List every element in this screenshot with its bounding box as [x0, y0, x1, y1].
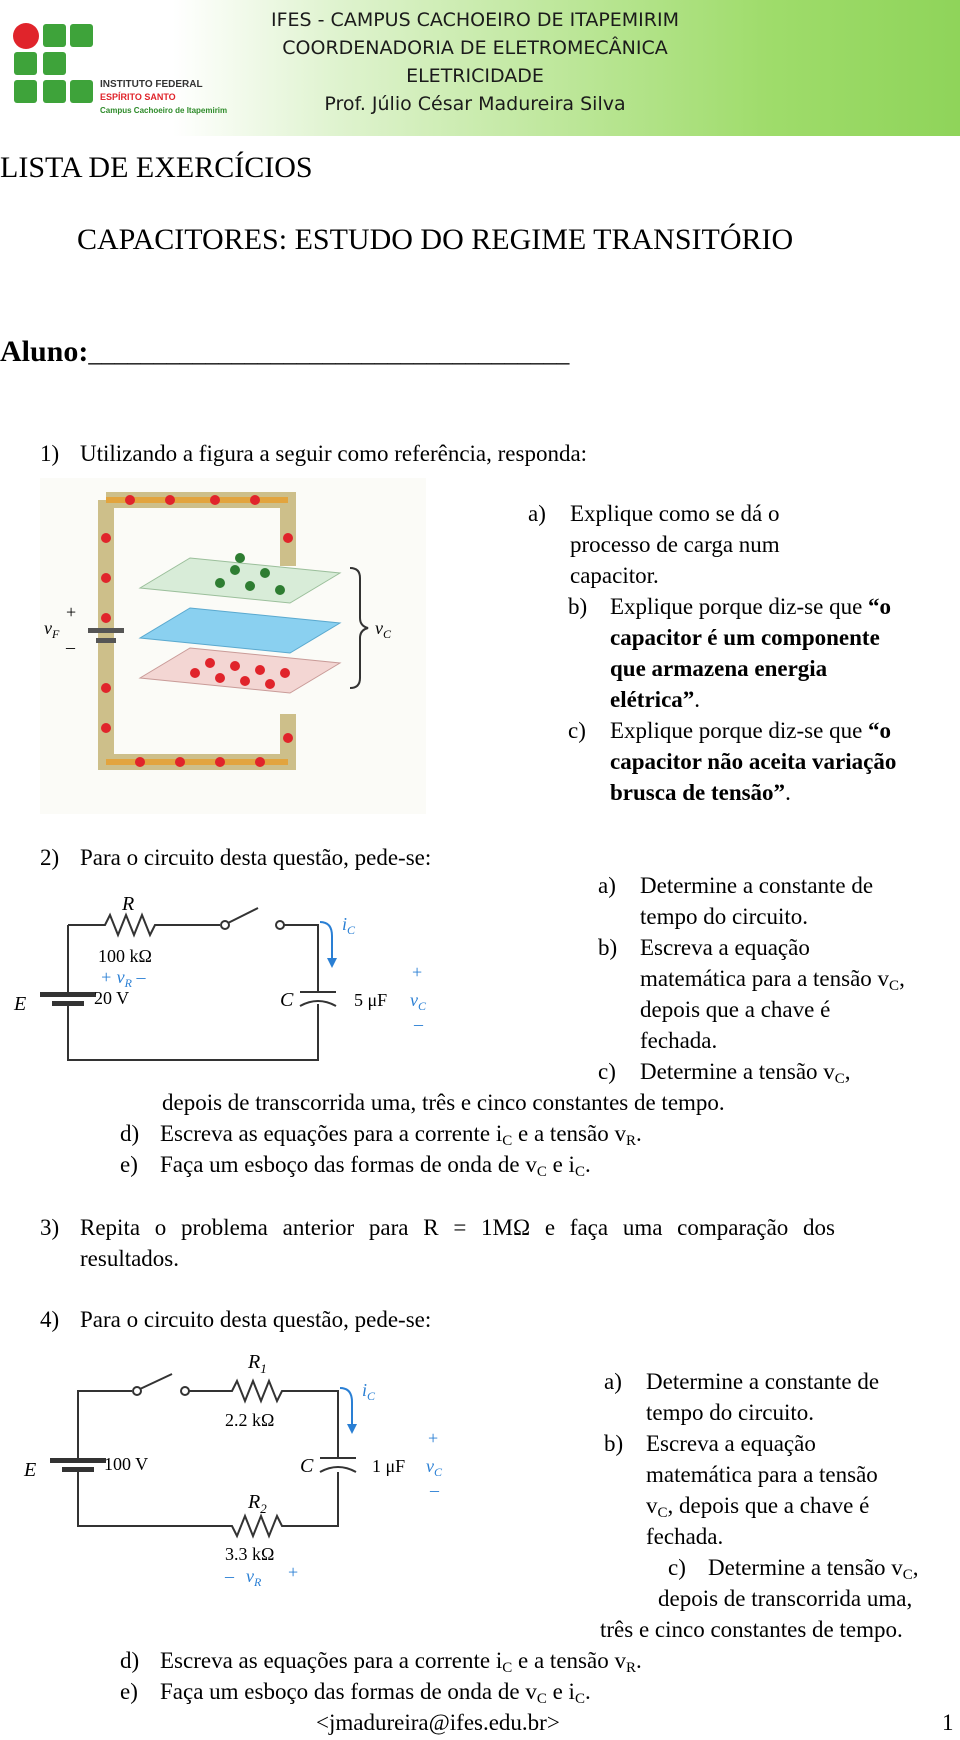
q2-number: 2) — [40, 845, 60, 870]
q1-a-line-1: Explique como se dá o — [570, 501, 780, 526]
q1-b-bold-4: elétrica” — [610, 687, 695, 712]
q2-c-continuation: depois de transcorrida uma, três e cinco constantes de tempo. — [162, 1090, 725, 1115]
q4-b-line-5: fechada. — [646, 1524, 724, 1549]
q2-d-text2: e a tensão v — [512, 1121, 626, 1146]
q2-b-label: b) — [598, 935, 618, 960]
q4-d-sub2: R — [625, 1660, 636, 1676]
q2-a-label: a) — [598, 873, 616, 898]
q2-b-sub: C — [889, 978, 900, 994]
header-line-2: COORDENADORIA DE ELETROMECÂNICA — [282, 37, 668, 59]
q4-circuit-r2-val: 3.3 kΩ — [225, 1544, 275, 1564]
q2-item-d — [120, 1118, 642, 1149]
q4-text: Para o circuito desta questão, pede-se: — [80, 1307, 432, 1332]
q2-b-line-1: Escreva a equação — [640, 935, 810, 960]
q2-circuit-e-val: 20 V — [94, 988, 130, 1008]
q4-number: 4) — [40, 1307, 60, 1332]
q2-d-text1: Escreva as equações para a corrente i — [160, 1121, 503, 1146]
q1-c-prefix: Explique porque diz-se que — [610, 718, 869, 743]
q2-c-text: Determine a tensão v — [640, 1059, 835, 1084]
q1-b-prefix: Explique porque diz-se que — [610, 594, 869, 619]
q2-item-c — [598, 1056, 851, 1087]
institution-line-3: Campus Cachoeiro de Itapemirim — [100, 106, 228, 115]
q2-b-after: , — [899, 966, 905, 991]
q4-b-line-1: Escreva a equação — [646, 1431, 816, 1456]
q1-a-label: a) — [528, 501, 546, 526]
institution-logo — [12, 22, 98, 114]
q2-item-a — [598, 870, 874, 932]
q4-circuit-vr-plus: + — [288, 1562, 299, 1582]
q2-b-line-2: matemática para a tensão v — [640, 966, 890, 991]
q4-e-label: e) — [120, 1679, 138, 1704]
q4-b-label: b) — [604, 1431, 624, 1456]
main-title: CAPACITORES: ESTUDO DO REGIME TRANSITÓRIO — [77, 223, 794, 256]
q1-item-b — [568, 591, 892, 715]
student-label: Aluno: — [0, 335, 89, 368]
q2-c-sub: C — [834, 1071, 845, 1087]
fig-vf-label: $v_F$ — [44, 618, 60, 641]
q4-circuit-plus: + — [428, 1428, 439, 1448]
q1-item-a — [528, 498, 780, 591]
q4-c-continuation-2: três e cinco constantes de tempo. — [600, 1617, 903, 1642]
q4-e-after: . — [584, 1679, 591, 1704]
q2-circuit-c: C — [280, 989, 294, 1011]
q4-c-sub: C — [902, 1567, 913, 1583]
q4-circuit-r1: $R_1$ — [248, 1351, 267, 1376]
q2-d-label: d) — [120, 1121, 140, 1146]
q4-d-text1: Escreva as equações para a corrente i — [160, 1648, 503, 1673]
q2-a-line-1: Determine a constante de — [640, 873, 874, 898]
student-line[interactable]: _____________________________________ — [88, 338, 570, 367]
q3-line-2: resultados. — [80, 1246, 180, 1271]
q1-c-bold-2: capacitor não aceita variação — [610, 749, 897, 774]
q2-b-line-4: fechada. — [640, 1028, 718, 1053]
q4-c-label: c) — [668, 1555, 686, 1580]
q2-item-b — [598, 932, 905, 1056]
q4-e-sub2: C — [574, 1691, 585, 1707]
q2-d-after: . — [635, 1121, 642, 1146]
q1-c-bold-1: “o — [868, 718, 892, 743]
student-field — [0, 334, 569, 371]
q1-item-c — [568, 715, 897, 808]
q1-number: 1) — [40, 441, 60, 466]
rc-circuit-q2 — [10, 880, 450, 1070]
q2-circuit-e: E — [14, 993, 27, 1015]
q4-d-after: . — [635, 1648, 642, 1673]
q2-circuit-vc: $v_C$ — [410, 990, 427, 1013]
q4-a-label: a) — [604, 1369, 622, 1394]
q2-c-after: , — [844, 1059, 851, 1084]
q1-a-line-2: processo de carga num — [570, 532, 780, 557]
q2-text: Para o circuito desta questão, pede-se: — [80, 845, 432, 870]
q4-circuit-minus: – — [430, 1480, 439, 1500]
rc-circuit-q4 — [20, 1346, 460, 1596]
q4-item-c — [668, 1552, 919, 1583]
q2-statement — [40, 842, 431, 873]
q4-a-line-1: Determine a constante de — [646, 1369, 880, 1394]
q2-e-sub1: C — [536, 1164, 547, 1180]
q2-circuit-plus: + — [412, 962, 423, 982]
q4-b-sub: C — [657, 1505, 668, 1521]
q4-e-text1: Faça um esboço das formas de onda de v — [160, 1679, 537, 1704]
q2-e-label: e) — [120, 1152, 138, 1177]
q4-b-line-2: matemática para a tensão — [646, 1462, 878, 1487]
header-line-4: Prof. Júlio César Madureira Silva — [324, 93, 626, 115]
header-text — [240, 6, 710, 118]
q2-circuit-r-val: 100 kΩ — [98, 946, 152, 966]
q4-circuit-vc: $v_C$ — [426, 1456, 443, 1479]
q4-a-line-2: tempo do circuito. — [646, 1400, 814, 1425]
institution-line-2: ESPÍRITO SANTO — [100, 92, 176, 102]
q2-circuit-minus: – — [414, 1014, 423, 1034]
q1-c-bold-3: brusca de tensão” — [610, 780, 786, 805]
q3-line-1: Repita o problema anterior para R = 1MΩ e faça uma comparação dos — [80, 1215, 835, 1240]
q4-c-after: , — [912, 1555, 919, 1580]
q2-circuit-c-val: 5 μF — [354, 990, 388, 1010]
q4-circuit-e: E — [24, 1459, 37, 1481]
capacitor-charge-figure — [40, 478, 426, 814]
q1-a-line-3: capacitor. — [570, 563, 659, 588]
q4-e-text2: e i — [546, 1679, 575, 1704]
q4-item-b — [604, 1428, 878, 1552]
q4-circuit-ic: $i_C$ — [362, 1380, 376, 1403]
q2-circuit-r: R — [122, 893, 135, 915]
q4-d-text2: e a tensão v — [512, 1648, 626, 1673]
q4-circuit-e-val: 100 V — [104, 1454, 149, 1474]
q4-item-e — [120, 1676, 591, 1707]
fig-vc-label: $v_C$ — [375, 618, 392, 641]
q4-item-a — [604, 1366, 880, 1428]
header-line-3: ELETRICIDADE — [406, 65, 544, 87]
q4-c-text: Determine a tensão v — [708, 1555, 903, 1580]
header-line-1: IFES - CAMPUS CACHOEIRO DE ITAPEMIRIM — [271, 9, 679, 31]
q2-d-sub2: R — [625, 1133, 636, 1149]
q4-circuit-vr-minus: – — [225, 1566, 234, 1586]
q1-text: Utilizando a figura a seguir como referência, responda: — [80, 441, 588, 466]
q4-e-sub1: C — [536, 1691, 547, 1707]
q2-circuit-vr: + $v_R$ – — [100, 967, 146, 990]
q3-number: 3) — [40, 1215, 60, 1240]
list-title: LISTA DE EXERCÍCIOS — [0, 151, 313, 184]
q4-b-after: , depois que a chave é — [667, 1493, 870, 1518]
q4-c-continuation-1: depois de transcorrida uma, — [658, 1586, 913, 1611]
q2-d-sub1: C — [502, 1133, 513, 1149]
q4-circuit-c-val: 1 μF — [372, 1456, 406, 1476]
q2-e-text1: Faça um esboço das formas de onda de v — [160, 1152, 537, 1177]
q3-statement — [40, 1212, 835, 1243]
q1-b-bold-3: que armazena energia — [610, 656, 828, 681]
q4-d-label: d) — [120, 1648, 140, 1673]
institution-line-1: INSTITUTO FEDERAL — [100, 79, 203, 90]
q2-c-label: c) — [598, 1059, 616, 1084]
q1-c-label: c) — [568, 718, 586, 743]
q1-b-bold-2: capacitor é um componente — [610, 625, 880, 650]
q2-e-text2: e i — [546, 1152, 575, 1177]
q4-circuit-r2: $R_2$ — [248, 1491, 267, 1516]
q4-d-sub1: C — [502, 1660, 513, 1676]
q2-a-line-2: tempo do circuito. — [640, 904, 808, 929]
q2-b-line-3: depois que a chave é — [640, 997, 831, 1022]
q2-item-e — [120, 1149, 591, 1180]
q2-e-sub2: C — [574, 1164, 585, 1180]
q1-b-bold-1: “o — [868, 594, 892, 619]
footer-email[interactable]: <jmadureira@ifes.edu.br> — [316, 1710, 560, 1735]
institution-name — [100, 78, 227, 117]
q2-circuit-ic: $i_C$ — [342, 914, 356, 937]
page-number: 1 — [942, 1710, 954, 1735]
q1-c-suffix: . — [785, 780, 791, 805]
q4-b-line-3: v — [646, 1493, 658, 1518]
q4-circuit-c: C — [300, 1455, 314, 1477]
q4-statement — [40, 1304, 431, 1335]
q2-e-after: . — [584, 1152, 591, 1177]
q4-circuit-vr: $v_R$ — [246, 1566, 262, 1589]
q4-circuit-r1-val: 2.2 kΩ — [225, 1410, 275, 1430]
q1-b-suffix: . — [694, 687, 701, 712]
fig-minus-label: – — [66, 637, 75, 657]
q1-b-label: b) — [568, 594, 588, 619]
q1-statement — [40, 438, 587, 469]
q4-item-d — [120, 1645, 642, 1676]
fig-plus-label: + — [66, 602, 77, 622]
